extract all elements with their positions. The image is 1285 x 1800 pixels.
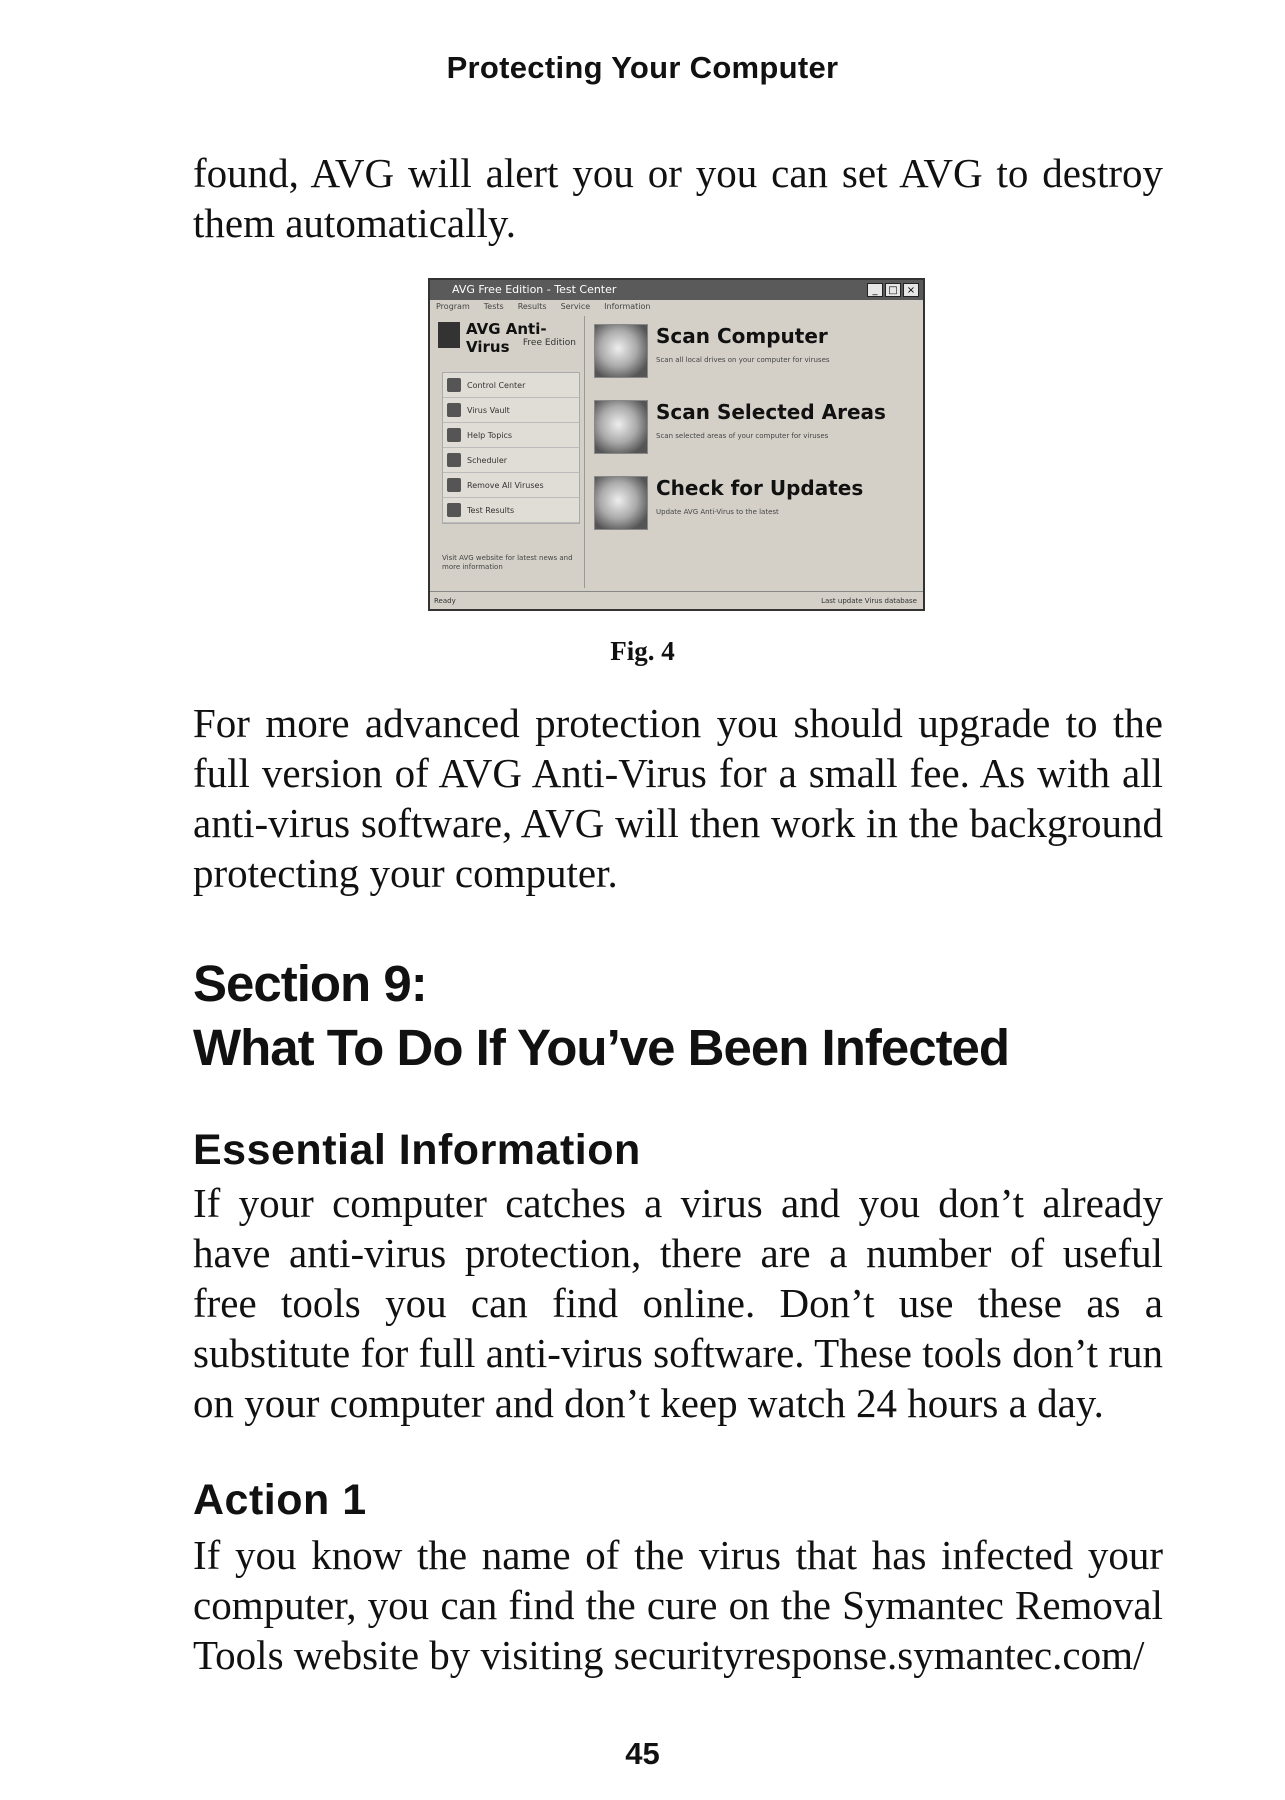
update-icon [594, 476, 648, 530]
nav-item [443, 473, 579, 498]
figure-right-panel [592, 320, 912, 580]
section-title: What To Do If You’ve Been Infected [193, 1019, 1010, 1076]
paragraph-upgrade: For more advanced protection you should upgrade to the full version of AVG Anti-Virus for a small fee. As with all anti-virus software, AVG will then work in the background protecting your computer. [193, 700, 1163, 896]
nav-item-label: Control Center [467, 380, 526, 390]
figure-avg-screenshot [428, 278, 925, 611]
nav-item-label: Test Results [467, 505, 515, 515]
maximize-icon: □ [885, 283, 901, 297]
nav-item [443, 448, 579, 473]
nav-item-label: Scheduler [467, 455, 508, 465]
nav-item [443, 498, 579, 523]
task-title: Scan Selected Areas [656, 400, 886, 424]
window-statusbar [430, 591, 923, 609]
page-number: 45 [625, 1736, 660, 1771]
paragraph-essential: If your computer catches a virus and you don’t already have anti-virus protection, there are a number of useful free tools you can find online. Don’t use these as a substitute for full anti-virus software. These tools don’t run on your computer and don’t keep watch 24 hours a day. [193, 1180, 1163, 1426]
figure-caption: Fig. 4 [610, 636, 675, 666]
section-heading [193, 952, 1009, 1080]
avg-logo-name: AVG Anti-Virus [466, 320, 547, 356]
window-buttons [867, 283, 919, 297]
menu-item: Program [436, 302, 470, 311]
task-title: Check for Updates [656, 476, 864, 500]
subhead-action-1: Action 1 [193, 1476, 367, 1524]
nav-item [443, 398, 579, 423]
running-head: Protecting Your Computer [446, 50, 839, 85]
section-number: Section 9: [193, 955, 427, 1012]
scan-areas-icon [594, 400, 648, 454]
help-icon [447, 428, 461, 442]
status-left: Ready [434, 597, 456, 605]
status-right: Last update Virus database [821, 597, 917, 605]
scheduler-icon [447, 453, 461, 467]
task-check-for-updates [592, 472, 912, 538]
task-scan-computer [592, 320, 912, 386]
menu-item: Results [517, 302, 547, 311]
minimize-icon: _ [867, 283, 883, 297]
nav-item-label: Help Topics [467, 430, 513, 440]
paragraph-action1: If you know the name of the virus that has infected your computer, you can find the cure on the Symantec Removal Tools website by visiting securityresponse.symantec.com/ [193, 1532, 1163, 1678]
figure-nav [442, 372, 580, 524]
avg-logo-icon [438, 322, 460, 348]
window-title: AVG Free Edition - Test Center [452, 283, 617, 296]
task-description: Update AVG Anti-Virus to the latest [656, 508, 779, 516]
control-center-icon [447, 378, 461, 392]
figure-left-panel [434, 316, 585, 588]
close-icon: × [903, 283, 919, 297]
scan-computer-icon [594, 324, 648, 378]
task-scan-selected-areas [592, 396, 912, 462]
window-titlebar [430, 280, 923, 300]
paragraph-intro: found, AVG will alert you or you can set AVG to destroy them automatically. [193, 150, 1163, 246]
results-icon [447, 503, 461, 517]
avg-logo [438, 320, 580, 360]
task-description: Scan selected areas of your computer for viruses [656, 432, 829, 440]
window-menubar [430, 300, 923, 314]
task-description: Scan all local drives on your computer for viruses [656, 356, 830, 364]
nav-item-label: Remove All Viruses [467, 480, 544, 490]
virus-vault-icon [447, 403, 461, 417]
avg-logo-edition: Free Edition [522, 338, 576, 348]
subhead-essential-information: Essential Information [193, 1126, 641, 1174]
task-title: Scan Computer [656, 324, 828, 348]
remove-icon [447, 478, 461, 492]
menu-item: Service [560, 302, 591, 311]
menu-item: Tests [483, 302, 504, 311]
nav-item-label: Virus Vault [467, 405, 510, 415]
nav-item [443, 373, 579, 398]
nav-item [443, 423, 579, 448]
menu-item: Information [604, 302, 651, 311]
nav-note: Visit AVG website for latest news and more information [442, 554, 573, 571]
